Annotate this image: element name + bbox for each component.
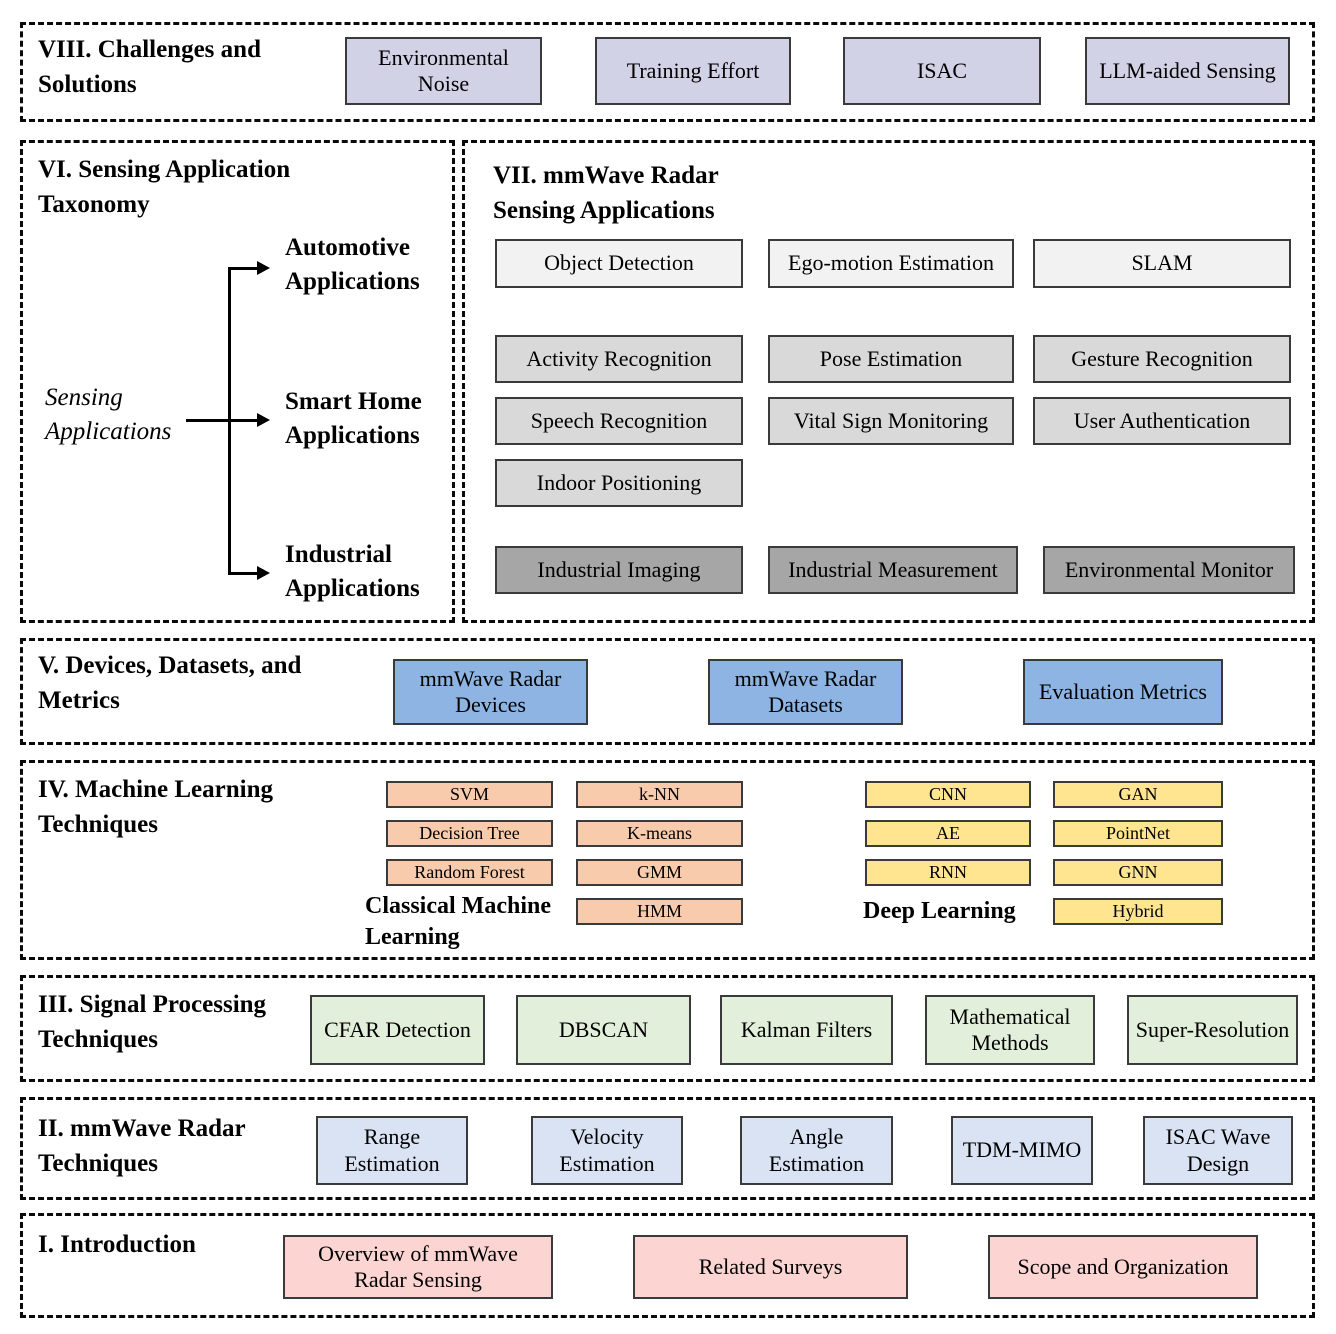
node-tdm-mimo: TDM-MIMO [951,1116,1093,1185]
section-title: VI. Sensing Application Taxonomy [38,156,291,218]
node-isac-wave-design: ISAC Wave Design [1143,1116,1293,1185]
node-scope-and-organization: Scope and Organization [988,1235,1258,1299]
tree-branch-line-middle [186,419,258,422]
section-title: VIII. Challenges and Solutions [38,36,261,98]
tree-branch-line-top [228,267,258,270]
node-training-effort: Training Effort [595,37,791,105]
section-ii-radar-techniques [20,1097,1315,1200]
arrow-right-icon [257,413,270,427]
node-decision-tree: Decision Tree [386,820,553,847]
node-object-detection: Object Detection [495,239,743,288]
label-classical-machine-learning: Classical Machine Learning [365,893,551,951]
node-hybrid: Hybrid [1053,898,1223,925]
node-dbscan: DBSCAN [516,995,691,1065]
node-user-authentication: User Authentication [1033,397,1291,445]
node-indoor-positioning: Indoor Positioning [495,459,743,507]
branch-smart-home-applications: Smart Home Applications [285,388,422,449]
node-pose-estimation: Pose Estimation [768,335,1014,383]
section-iii-signal-processing [20,975,1315,1082]
section-title: I. Introduction [38,1231,196,1258]
node-pointnet: PointNet [1053,820,1223,847]
node-vital-sign-monitoring: Vital Sign Monitoring [768,397,1014,445]
node-ae: AE [865,820,1031,847]
node-svm: SVM [386,781,553,808]
node-industrial-measurement: Industrial Measurement [768,546,1018,594]
node-activity-recognition: Activity Recognition [495,335,743,383]
node-ego-motion-estimation: Ego-motion Estimation [768,239,1014,288]
node-evaluation-metrics: Evaluation Metrics [1023,659,1223,725]
section-title: V. Devices, Datasets, and Metrics [38,652,302,714]
node-mmwave-radar-datasets: mmWave Radar Datasets [708,659,903,725]
node-llm-aided-sensing: LLM-aided Sensing [1085,37,1290,105]
node-hmm: HMM [576,898,743,925]
section-v-devices-datasets-metrics [20,638,1315,745]
section-title: IV. Machine Learning Techniques [38,776,273,838]
node-overview-mmwave-radar-sensing: Overview of mmWave Radar Sensing [283,1235,553,1299]
node-cfar-detection: CFAR Detection [310,995,485,1065]
arrow-right-icon [257,261,270,275]
node-environmental-monitor: Environmental Monitor [1043,546,1295,594]
node-kalman-filters: Kalman Filters [720,995,893,1065]
node-environmental-noise: Environmental Noise [345,37,542,105]
node-range-estimation: Range Estimation [316,1116,468,1185]
section-iv-machine-learning [20,760,1315,960]
node-gan: GAN [1053,781,1223,808]
section-title: VII. mmWave Radar Sensing Applications [493,162,719,224]
node-mmwave-radar-devices: mmWave Radar Devices [393,659,588,725]
node-rnn: RNN [865,859,1031,886]
node-gesture-recognition: Gesture Recognition [1033,335,1291,383]
node-gnn: GNN [1053,859,1223,886]
node-slam: SLAM [1033,239,1291,288]
node-mathematical-methods: Mathematical Methods [925,995,1095,1065]
node-cnn: CNN [865,781,1031,808]
arrow-right-icon [257,566,270,580]
label-deep-learning: Deep Learning [863,898,1016,924]
node-isac: ISAC [843,37,1041,105]
node-kmeans: K-means [576,820,743,847]
section-vii-sensing-applications [462,140,1315,623]
node-gmm: GMM [576,859,743,886]
node-velocity-estimation: Velocity Estimation [531,1116,683,1185]
node-random-forest: Random Forest [386,859,553,886]
section-i-introduction [20,1213,1315,1318]
tree-root-label: Sensing Applications [45,384,172,445]
branch-automotive-applications: Automotive Applications [285,234,420,295]
node-speech-recognition: Speech Recognition [495,397,743,445]
section-title: II. mmWave Radar Techniques [38,1115,246,1177]
node-super-resolution: Super-Resolution [1127,995,1298,1065]
tree-branch-line-bottom [228,572,258,575]
node-knn: k-NN [576,781,743,808]
node-industrial-imaging: Industrial Imaging [495,546,743,594]
node-angle-estimation: Angle Estimation [740,1116,893,1185]
section-title: III. Signal Processing Techniques [38,991,267,1053]
branch-industrial-applications: Industrial Applications [285,541,420,602]
section-viii-challenges [20,22,1315,122]
section-vi-taxonomy [20,140,455,623]
node-related-surveys: Related Surveys [633,1235,908,1299]
